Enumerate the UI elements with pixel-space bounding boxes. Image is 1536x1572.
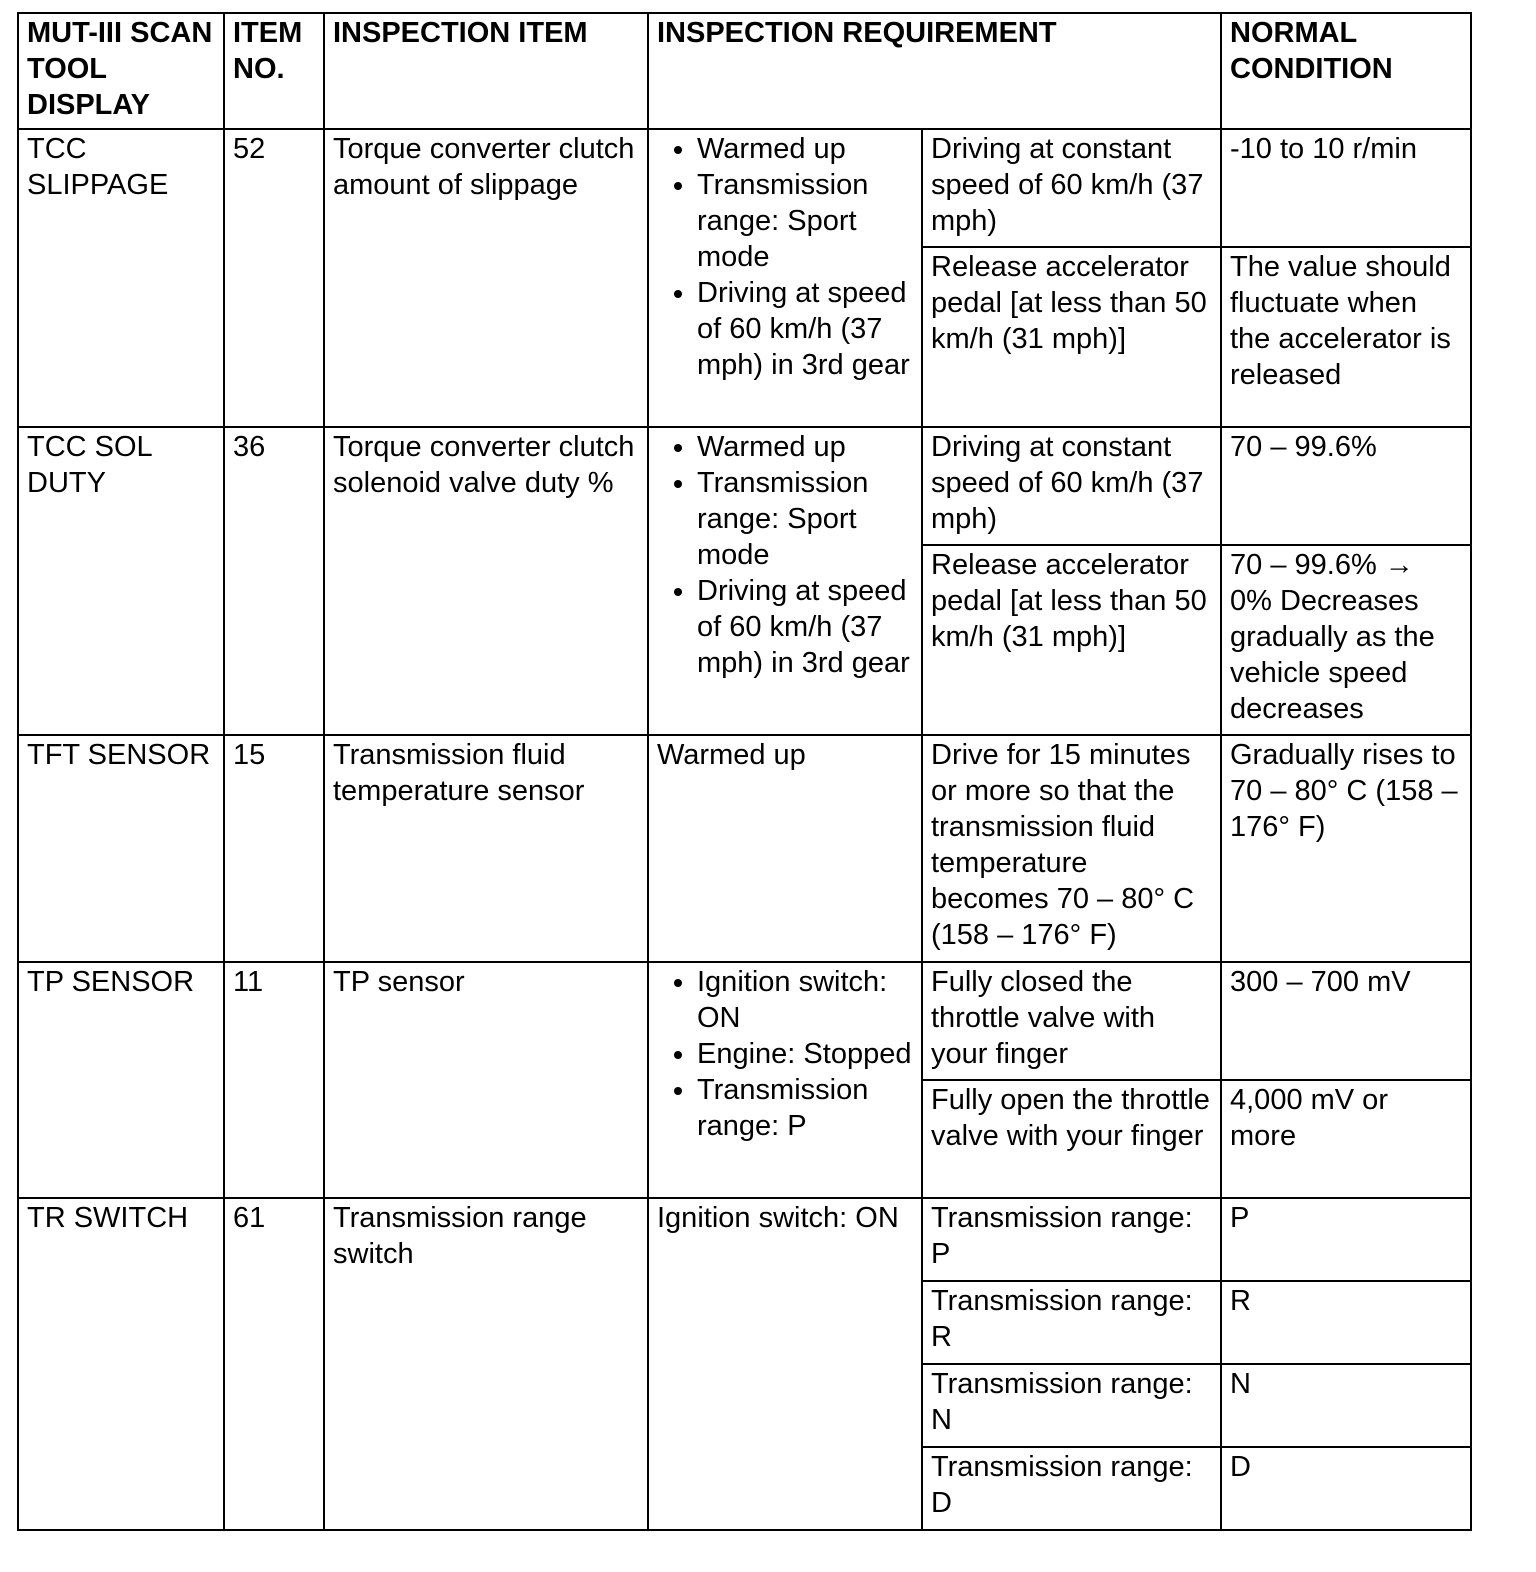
requirement-list [657, 964, 913, 1144]
condition-cell: Release accelerator pedal [at less than 50 km/h (31 mph)] [922, 545, 1221, 735]
requirement-bullet: • Engine: Stopped [697, 1036, 913, 1072]
condition-cell: Transmission range: P [922, 1198, 1221, 1281]
header-inspection-item: INSPECTION ITEM [324, 13, 648, 129]
normal-cell: 300 – 700 mV [1221, 962, 1471, 1080]
header-row [18, 13, 1471, 129]
requirement-bullet: • Driving at speed of 60 km/h (37 mph) in 3rd gear [697, 573, 913, 681]
condition-cell: Fully open the throttle valve with your finger [922, 1080, 1221, 1198]
item-no-cell: 52 [224, 129, 324, 427]
display-cell: TFT SENSOR [18, 735, 224, 962]
condition-cell: Driving at constant speed of 60 km/h (37 mph) [922, 427, 1221, 545]
requirement-bullet: • Ignition switch: ON [697, 964, 913, 1036]
inspection-item-cell: TP sensor [324, 962, 648, 1198]
normal-cell: P [1221, 1198, 1471, 1281]
requirement-bullet: • Transmission range: P [697, 1072, 913, 1144]
normal-cell: 4,000 mV or more [1221, 1080, 1471, 1198]
requirement-bullet: • Transmission range: Sport mode [697, 167, 913, 275]
requirement-list [657, 131, 913, 383]
normal-cell: The value should fluctuate when the accelerator is released [1221, 247, 1471, 427]
display-cell: TCC SLIPPAGE [18, 129, 224, 427]
display-cell: TCC SOL DUTY [18, 427, 224, 735]
inspection-item-cell: Transmission range switch [324, 1198, 648, 1530]
requirement-bullet: • Driving at speed of 60 km/h (37 mph) in 3rd gear [697, 275, 913, 383]
requirement-cell [648, 962, 922, 1198]
table-row [18, 962, 1471, 1080]
requirement-cell [648, 129, 922, 427]
inspection-item-cell: Torque converter clutch amount of slippage [324, 129, 648, 427]
table-row [18, 735, 1471, 962]
table-row [18, 129, 1471, 247]
condition-cell: Driving at constant speed of 60 km/h (37 mph) [922, 129, 1221, 247]
condition-cell: Transmission range: R [922, 1281, 1221, 1364]
normal-cell: -10 to 10 r/min [1221, 129, 1471, 247]
requirement-bullet: • Transmission range: Sport mode [697, 465, 913, 573]
item-no-cell: 61 [224, 1198, 324, 1530]
condition-cell: Transmission range: N [922, 1364, 1221, 1447]
normal-cell: 70 – 99.6% → 0% Decreases gradually as the vehicle speed decreases [1221, 545, 1471, 735]
display-cell: TR SWITCH [18, 1198, 224, 1530]
inspection-item-cell: Transmission fluid temperature sensor [324, 735, 648, 962]
item-no-cell: 11 [224, 962, 324, 1198]
inspection-item-cell: Torque converter clutch solenoid valve duty % [324, 427, 648, 735]
table-row [18, 427, 1471, 545]
header-display: MUT-III SCAN TOOL DISPLAY [18, 13, 224, 129]
item-no-cell: 15 [224, 735, 324, 962]
condition-cell: Transmission range: D [922, 1447, 1221, 1530]
requirement-bullet: • Warmed up [697, 429, 913, 465]
item-no-cell: 36 [224, 427, 324, 735]
requirement-cell: Warmed up [648, 735, 922, 962]
normal-cell: D [1221, 1447, 1471, 1530]
inspection-table [17, 12, 1472, 1531]
table-row [18, 1198, 1471, 1281]
condition-cell: Fully closed the throttle valve with your finger [922, 962, 1221, 1080]
normal-cell: R [1221, 1281, 1471, 1364]
display-cell: TP SENSOR [18, 962, 224, 1198]
normal-cell: Gradually rises to 70 – 80° C (158 – 176° F) [1221, 735, 1471, 962]
header-inspection-requirement: INSPECTION REQUIREMENT [648, 13, 1221, 129]
requirement-list [657, 429, 913, 681]
header-normal-condition: NORMAL CONDITION [1221, 13, 1471, 129]
condition-cell: Drive for 15 minutes or more so that the transmission fluid temperature becomes 70 – 80° C (158 – 176° F) [922, 735, 1221, 962]
requirement-bullet: • Warmed up [697, 131, 913, 167]
normal-cell: 70 – 99.6% [1221, 427, 1471, 545]
requirement-cell: Ignition switch: ON [648, 1198, 922, 1530]
normal-cell: N [1221, 1364, 1471, 1447]
requirement-cell [648, 427, 922, 735]
condition-cell: Release accelerator pedal [at less than 50 km/h (31 mph)] [922, 247, 1221, 427]
header-item-no: ITEM NO. [224, 13, 324, 129]
